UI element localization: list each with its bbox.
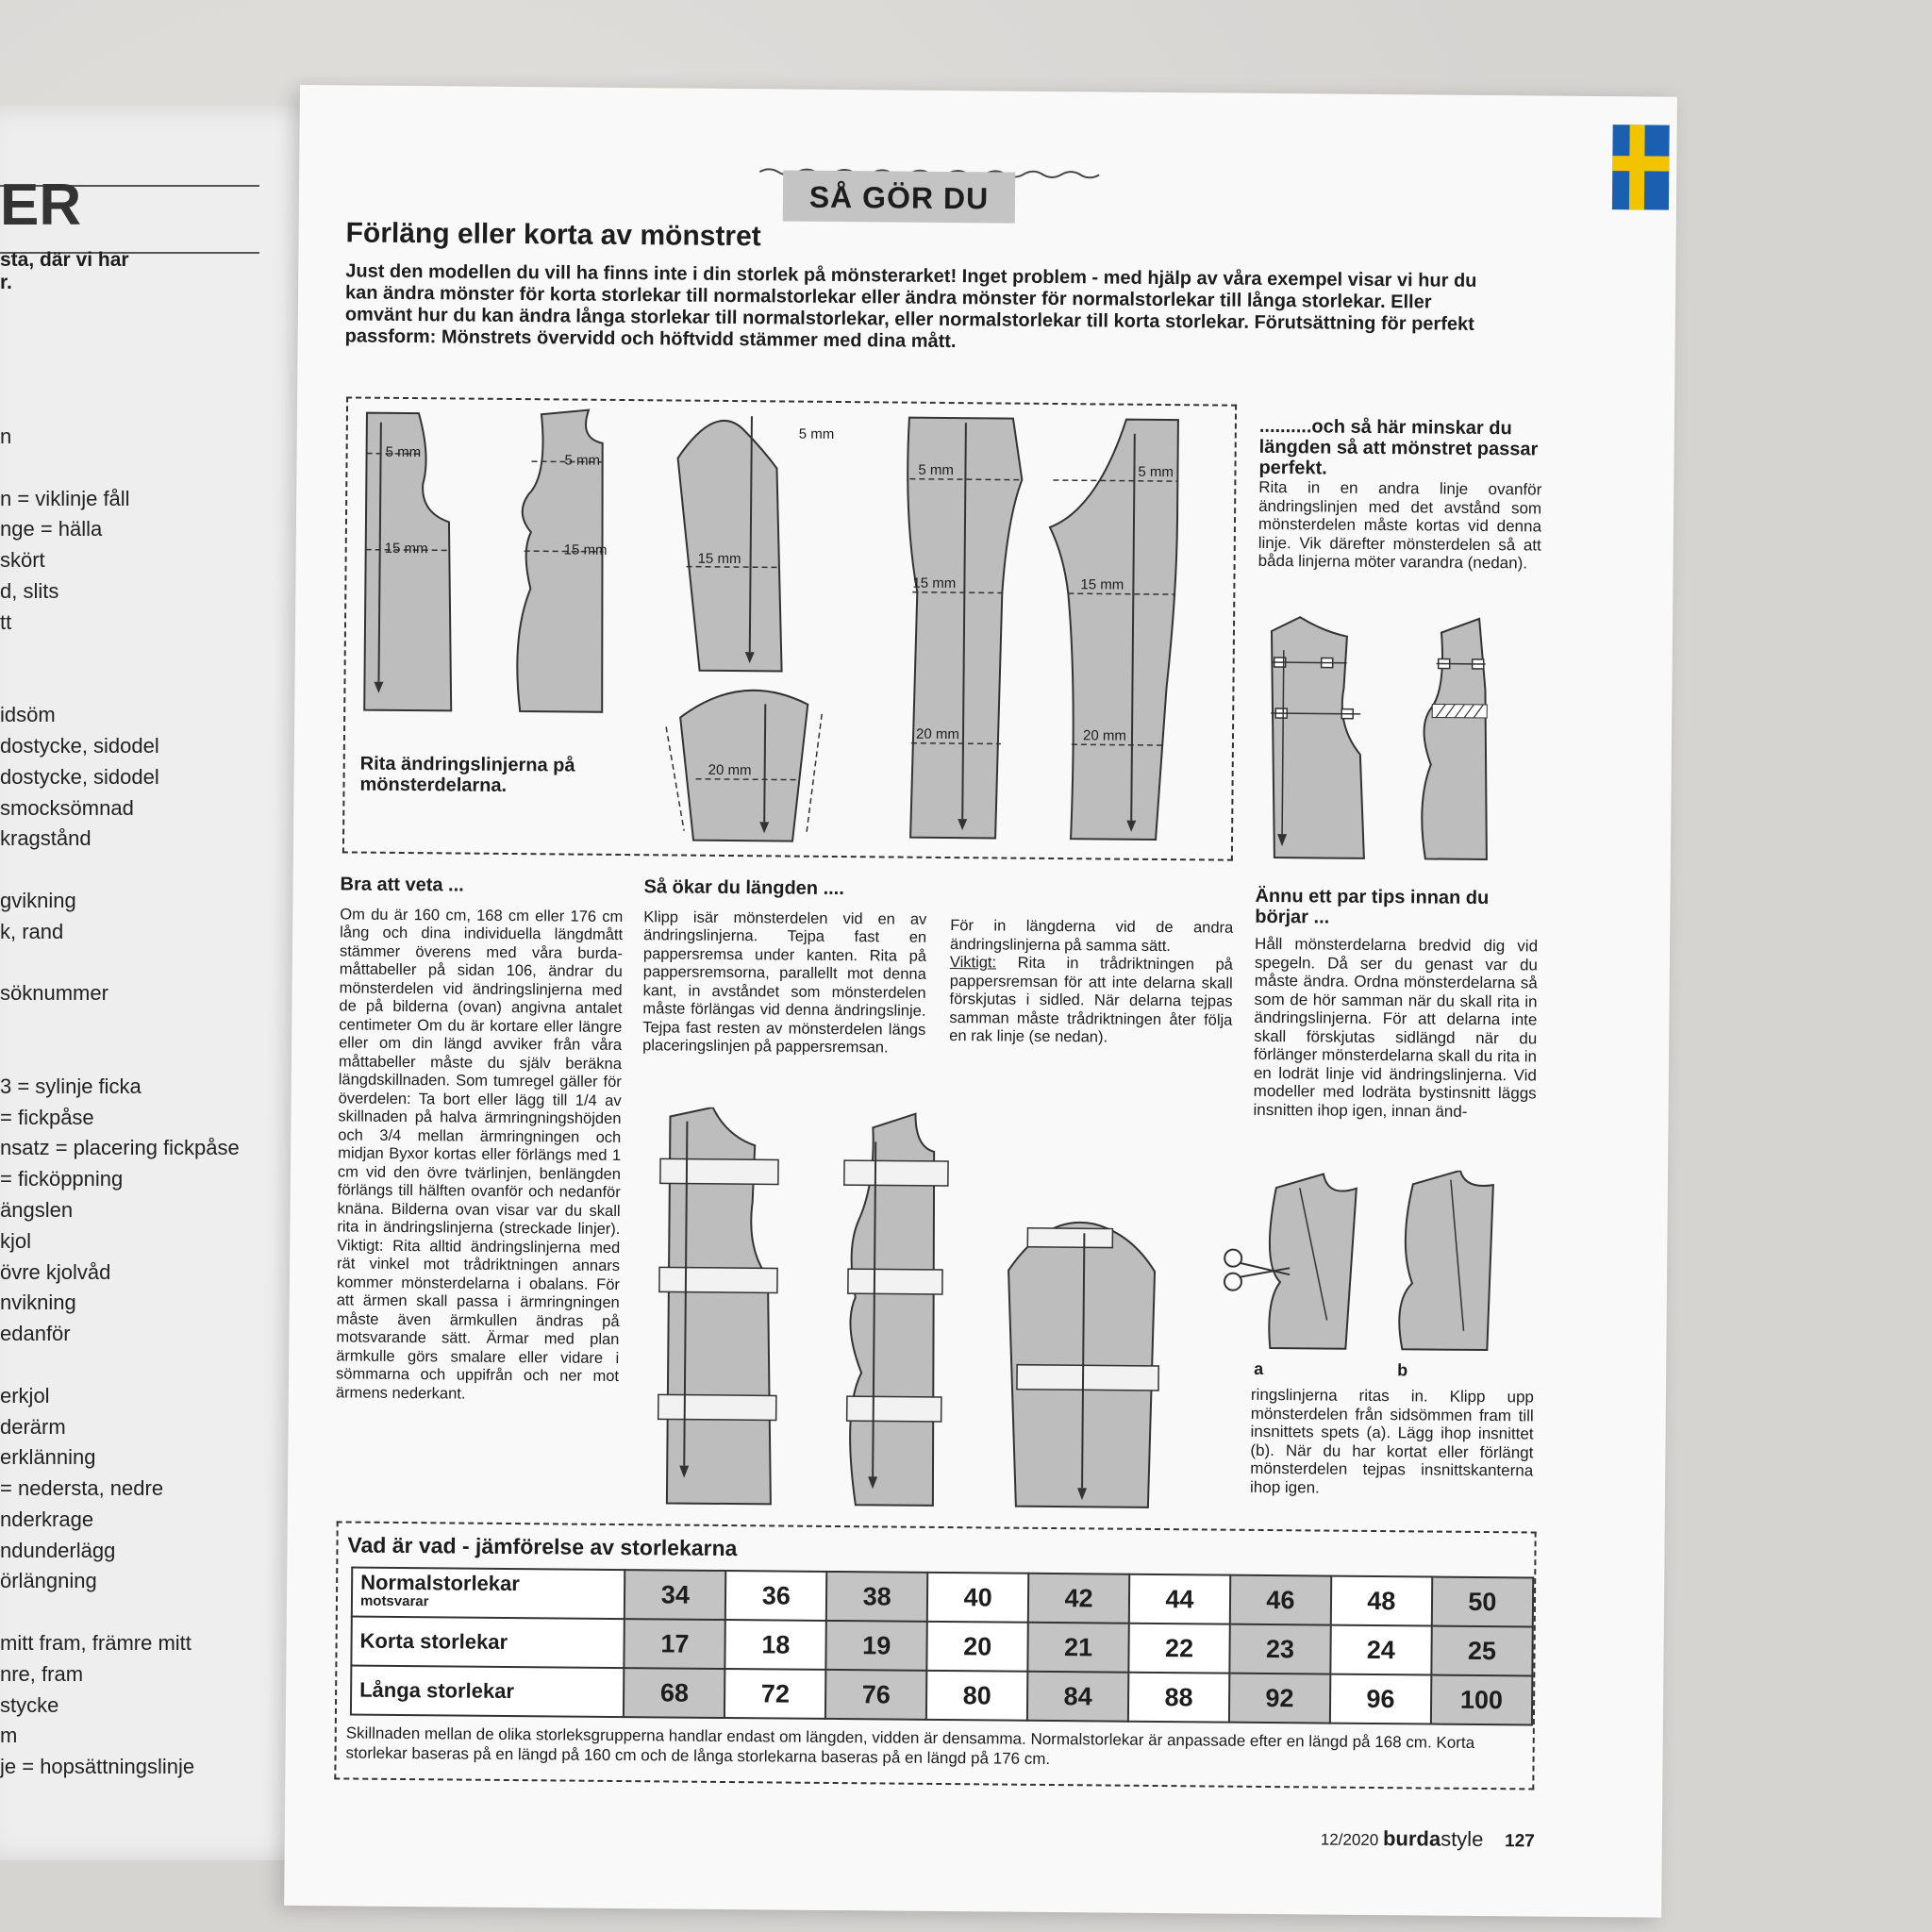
measurement-label: 5 mm [385, 443, 422, 461]
glossary-item [0, 453, 283, 484]
glossary-item: gvikning [0, 888, 76, 912]
page-footer [1321, 1826, 1535, 1853]
shorten-text: Rita in en andra linje ovanför ändringslinjen med det avstånd som mönsterdelen måste kortas vid denna linje. Vik därefter mönsterdelen så att båda linjerna möter varandra (nedan). [1257, 477, 1542, 573]
lengthen-diagram [639, 1107, 1227, 1517]
glossary-item [0, 639, 283, 670]
size-table [350, 1567, 1534, 1726]
table-cell: 72 [724, 1669, 825, 1719]
table-cell: 80 [926, 1671, 1027, 1721]
brand-bold: burda [1382, 1826, 1441, 1851]
glossary-item: = fickpåse [0, 1105, 94, 1129]
table-cell: 24 [1330, 1625, 1431, 1675]
glossary-item: örlängning [0, 1569, 97, 1593]
measurement-label: 20 mm [915, 725, 959, 743]
table-cell: 68 [624, 1668, 724, 1718]
table-cell: 48 [1331, 1576, 1432, 1626]
glossary-item: övre kjolvåd [0, 1259, 111, 1284]
glossary-item: ndunderlägg [0, 1538, 116, 1562]
measurement-label: 15 mm [563, 541, 608, 558]
table-cell: 100 [1431, 1675, 1533, 1725]
measurement-label: 5 mm [798, 425, 835, 442]
glossary-item: idsöm [0, 703, 56, 727]
glossary-item: dostycke, sidodel [0, 764, 159, 789]
measurement-label: 20 mm [1082, 727, 1126, 744]
table-cell: 17 [625, 1619, 725, 1669]
lead-paragraph: Just den modellen du vill ha finns inte i din storlek på mönsterarket! Inget problem - med hjälp av våra exempel visar vi hur du kan ändra mönster för korta storlekar till normalstorlekar eller ändra mönster för normalstorlekar till långa storlekar. Eller omvänt hur du kan ändra långa storlekar till normalstorlekar, eller normalstorlekar till korta storlekar. Förutsättning för perfekt passform: Mönstrets övervidd och höftvidd stämmer med dina mått. [344, 260, 1477, 353]
swedish-flag-icon [1612, 125, 1670, 210]
lengthen-section [642, 878, 927, 1058]
table-cell: 21 [1027, 1623, 1128, 1673]
good-to-know-text: Om du är 160 cm, 168 cm eller 176 cm lång och dina individuella längdmått stämmer överens med våra burda-måttabeller på sidan 106, ändrar du mönsterdelen vid ändringslinjerna med de på bilderna (ovan) angivna antalet centimeter Om du är kortare eller längre eller om din längd avviker från våra måttabeller måste du själv beräkna längdskillnaden. Som tumregel gäller för överdelen: Ta bort eller lägg till 1/4 av skillnaden på halva ärmringningshöjden och 3/4 mellan ärmringningen och midjan Byxor kortas eller förlängs med 1 cm vid den övre tvärlinjen, benlängden förlängs till hälften ovanför och nedanför knäna. Bilderna ovan visar var du skall rita in ändringslinjerna (streckade linjer). Viktigt: Rita alltid ändringslinjerna med rät vinkel mot trådriktningen annars kommer mönsterdelarna i obalans. För att ärmen skall passa i ärmringningen måste även ärmkullen ändras på motsvarande sätt. Ärmar med plan ärmkulle görs smalare eller vidare i sömmarna och uppifrån och ner mot ärmens nederkant. [335, 905, 624, 1403]
glossary-item: nge = hälla [0, 517, 103, 541]
left-page-title: ER [0, 173, 82, 238]
table-cell: 76 [825, 1670, 926, 1720]
label-a: a [1254, 1358, 1264, 1378]
lengthen-text-2b: Rita in trådriktningen på pappersremsan för att inte delarna skall förskjutas i sidled. När delarna tejpas samman måste trådriktningen åter följa en rak linje (se nedan). [949, 954, 1233, 1046]
glossary-item: skört [0, 548, 45, 573]
page-title: Förläng eller korta av mönstret [345, 217, 761, 253]
tips-text: Håll mönsterdelarna bredvid dig vid spegeln. Då ser du genast var du måste ändra. Ordna mönsterdelarna så som de hör samman när du skall rita in ändringslinjerna. För att delarna inte skall förskjutas sidlängd när du förlänger mönsterdelarna skall du rita in en lodrät linje vid ändringslinjerna. Vid modeller med lodräta bystinsnitt läggs insnitten ihop igen, innan änd- [1253, 934, 1539, 1121]
glossary-item: ängslen [0, 1197, 74, 1222]
table-cell: 42 [1028, 1574, 1129, 1624]
glossary-item: nre, fram [0, 1661, 84, 1686]
shorten-heading: ..........och så här minskar du längden så att mönstret passar perfekt. [1258, 415, 1539, 479]
glossary-item: n [0, 425, 12, 448]
glossary-item: nderkrage [0, 1507, 94, 1531]
glossary-item: erklänning [0, 1445, 96, 1470]
table-cell: 46 [1230, 1575, 1331, 1625]
size-table-note: Skillnaden mellan de olika storleksgrupperna handlar endast om längden, vidden är densamma. Normalstorlekar är anpassade efter en längd på 168 cm. Korta storlekar baseras på en längd på 160 cm och de långa storlekarna baseras på en längd på 176 cm. [345, 1724, 1475, 1769]
tips-heading: Ännu ett par tips innan du börjar ... [1255, 885, 1490, 928]
table-row [351, 1666, 1532, 1725]
glossary-item [0, 855, 283, 886]
tips-text-2: ringslinjerna ritas in. Klipp upp mönsterdelen från sidsömmen fram till insnittets spets (a). Lägg ihop insnittet (b). När du har kortat eller förlängt mönsterdelen tejpas insnittskanterna ihop igen. [1249, 1385, 1534, 1496]
table-cell: 18 [725, 1620, 826, 1670]
brand: style [1441, 1826, 1484, 1852]
glossary-item: 3 = sylinje ficka [0, 1074, 142, 1098]
glossary-item: k, rand [0, 919, 64, 943]
table-cell: 23 [1229, 1624, 1330, 1674]
table-cell: 25 [1431, 1626, 1533, 1676]
glossary-item [0, 948, 283, 979]
glossary-item: nvikning [0, 1291, 76, 1315]
table-cell: 88 [1128, 1673, 1229, 1723]
measurement-label: 20 mm [708, 761, 752, 779]
glossary-item: dostycke, sidodel [0, 733, 159, 758]
table-cell: 20 [927, 1622, 1028, 1672]
glossary-item: kjol [0, 1228, 32, 1253]
dart-diagram [1218, 1169, 1541, 1360]
important-label: Viktigt: [949, 954, 997, 972]
good-to-know-section [336, 875, 624, 1405]
table-cell: 44 [1129, 1574, 1230, 1624]
row-label: Normalstorlekar motsvarar [352, 1568, 625, 1620]
glossary-item [0, 1009, 283, 1041]
lengthen-text-2a: För in längderna vid de andra ändringslinjerna på samma sätt. [950, 917, 1234, 955]
size-table-title: Vad är vad - jämförelse av storlekarna [347, 1532, 738, 1561]
lengthen-heading: Så ökar du längden .... [643, 876, 844, 900]
lengthen-section-cont [949, 917, 1233, 1048]
good-to-know-heading: Bra att veta ... [340, 874, 464, 896]
sleeve-piece [676, 421, 784, 672]
glossary-item: d, slits [0, 578, 59, 603]
measurement-label: 15 mm [912, 575, 957, 592]
glossary-item: m [0, 1724, 18, 1748]
table-cell: 84 [1027, 1672, 1128, 1722]
shorten-section [1258, 416, 1542, 573]
glossary-item: smocksömnad [0, 795, 134, 820]
glossary-item: = nedersta, nedre [0, 1476, 164, 1501]
glossary-item: derärm [0, 1414, 66, 1439]
measurement-label: 15 mm [697, 550, 741, 568]
table-cell: 34 [625, 1570, 725, 1620]
measurement-label: 15 mm [1080, 576, 1124, 593]
figure-caption: Rita ändringslinjerna på mönsterdelarna. [359, 753, 575, 796]
lengthen-text: Klipp isär mönsterdelen vid en av ändringslinjerna. Tejpa fast en pappersremsa under kanten. Rita på pappersremsorna, parallellt mot denna kant, in avståndet som mönsterdelen måste förlängas vid denna ändringslinje. Tejpa fast resten av mönsterdelen längs placeringslinjen på pappersremsan. [642, 908, 927, 1057]
measurement-label: 5 mm [1138, 463, 1174, 481]
glossary-item [0, 1041, 283, 1072]
glossary-list [0, 422, 283, 1783]
size-comparison-box [334, 1521, 1536, 1790]
glossary-item: nsatz = placering fickpåse [0, 1136, 240, 1160]
table-cell: 36 [725, 1571, 826, 1621]
left-page-intro: sta, där vi har r. [0, 249, 129, 293]
label-b: b [1397, 1360, 1408, 1380]
glossary-item: söknummer [0, 981, 108, 1006]
page-number: 127 [1505, 1831, 1535, 1852]
left-page [0, 106, 330, 1860]
table-cell: 96 [1330, 1674, 1431, 1724]
glossary-item: erkjol [0, 1383, 50, 1407]
measurement-label: 15 mm [384, 540, 428, 558]
glossary-item: tt [0, 609, 12, 634]
table-cell: 19 [826, 1621, 927, 1671]
table-cell: 92 [1229, 1674, 1330, 1724]
measurement-label: 5 mm [918, 461, 955, 479]
glossary-item: mitt fram, främre mitt [0, 1631, 192, 1656]
glossary-item [0, 1597, 283, 1628]
section-badge: SÅ GÖR DU [783, 170, 1015, 223]
row-label: Långa storlekar [351, 1666, 625, 1718]
glossary-item [0, 1350, 283, 1381]
glossary-item [0, 669, 283, 700]
shorten-diagram [1256, 612, 1541, 870]
measurement-label: 5 mm [564, 452, 601, 469]
glossary-item: edanför [0, 1322, 71, 1346]
glossary-item: n = viklinje fåll [0, 486, 130, 510]
glossary-item: stycke [0, 1692, 59, 1717]
row-label: Korta storlekar [351, 1617, 625, 1669]
table-cell: 40 [927, 1573, 1028, 1623]
table-cell: 38 [826, 1572, 927, 1622]
table-cell: 22 [1128, 1624, 1229, 1674]
glossary-item: = ficköppning [0, 1167, 124, 1191]
glossary-item: je = hopsättningslinje [0, 1755, 195, 1779]
right-page [284, 85, 1677, 1918]
table-cell: 50 [1432, 1577, 1534, 1627]
issue-label: 12/2020 [1320, 1830, 1379, 1850]
trouser-front-piece [1047, 419, 1178, 840]
glossary-item: kragstånd [0, 826, 92, 851]
tips-section [1253, 886, 1538, 1122]
